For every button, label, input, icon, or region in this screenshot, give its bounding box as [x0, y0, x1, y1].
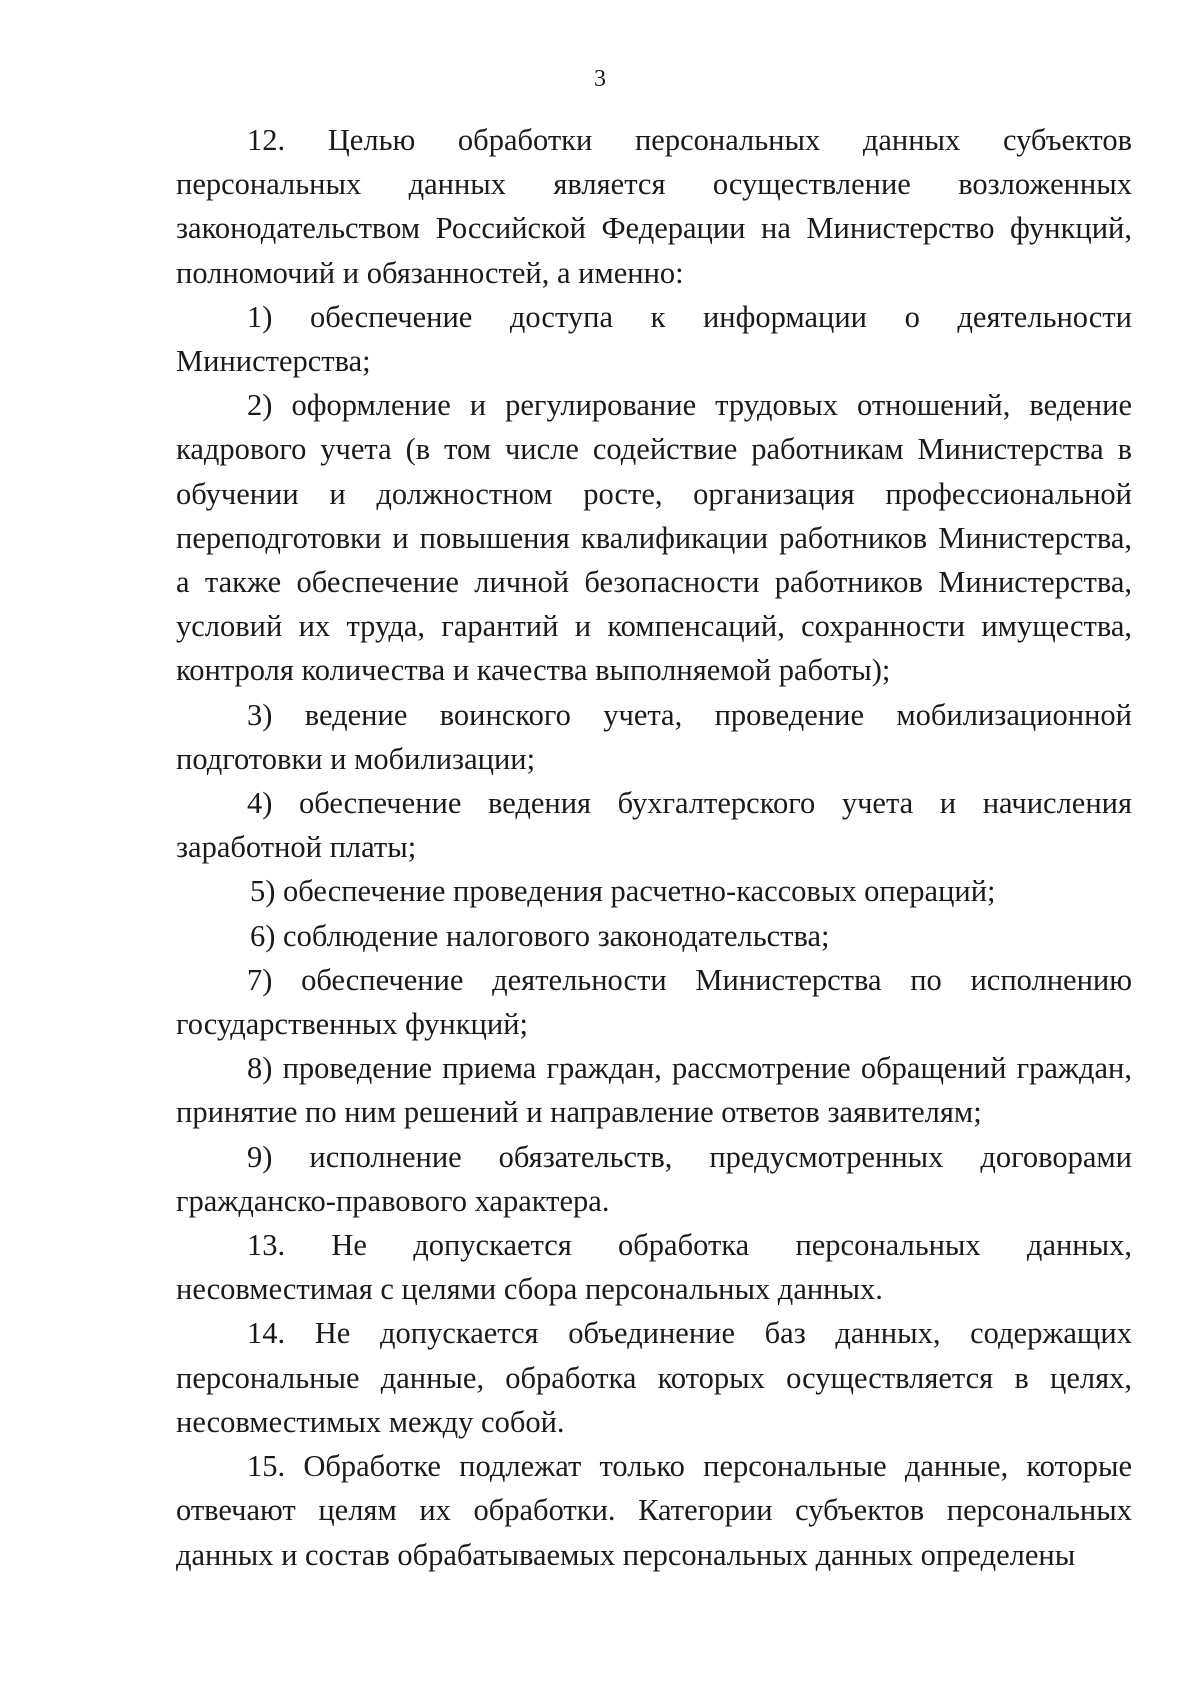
list-item-6: 6) соблюдение налогового законодательства; — [250, 918, 830, 953]
list-item-4: 4) обеспечение ведения бухгалтерского учета и начисления заработной платы; — [176, 786, 1132, 865]
paragraph-12: 12. Целью обработки персональных данных субъектов персональных данных является осуществление возложенных законодательством Российской Федерации на Министерство функций, полномочий и обязанностей, а именно: — [176, 123, 1132, 290]
paragraph-14: 14. Не допускается объединение баз данных, содержащих персональные данные, обработка которых осуществляется в целях, несовместимых между собой. — [176, 1316, 1132, 1439]
list-item-7: 7) обеспечение деятельности Министерства по исполнению государственных функций; — [176, 962, 1132, 1042]
list-item-9: 9) исполнение обязательств, предусмотренных договорами гражданско-правового характера. — [176, 1139, 1132, 1218]
paragraph-13: 13. Не допускается обработка персональных данных, несовместимая с целями сбора персональных данных. — [176, 1228, 1132, 1307]
list-item-8: 8) проведение приема граждан, рассмотрение обращений граждан, принятие по ним решений и направление ответов заявителям; — [176, 1051, 1132, 1130]
list-item-2: 2) оформление и регулирование трудовых отношений, ведение кадрового учета (в том числе содействие работникам Министерства в обучении и должностном росте, организация профессиональной переподготовки и повышения квалификации работников Министерства, а также обеспечение личной безопасности работников Министерства, условий их труда, гарантий и компенсаций, сохранности имущества, контроля количества и качества выполняемой работы); — [176, 388, 1132, 688]
list-item-3: 3) ведение воинского учета, проведение мобилизационной подготовки и мобилизации; — [176, 697, 1132, 776]
document-body — [176, 118, 1132, 1577]
list-item-5: 5) обеспечение проведения расчетно-кассовых операций; — [250, 874, 996, 909]
paragraph-15: 15. Обработке подлежат только персональные данные, которые отвечают целям их обработки. Категории субъектов персональных данных и состав обрабатываемых персональных данных определены — [176, 1449, 1132, 1572]
page-number: 3 — [594, 66, 606, 92]
list-item-1: 1) обеспечение доступа к информации о деятельности Министерства; — [176, 299, 1132, 379]
